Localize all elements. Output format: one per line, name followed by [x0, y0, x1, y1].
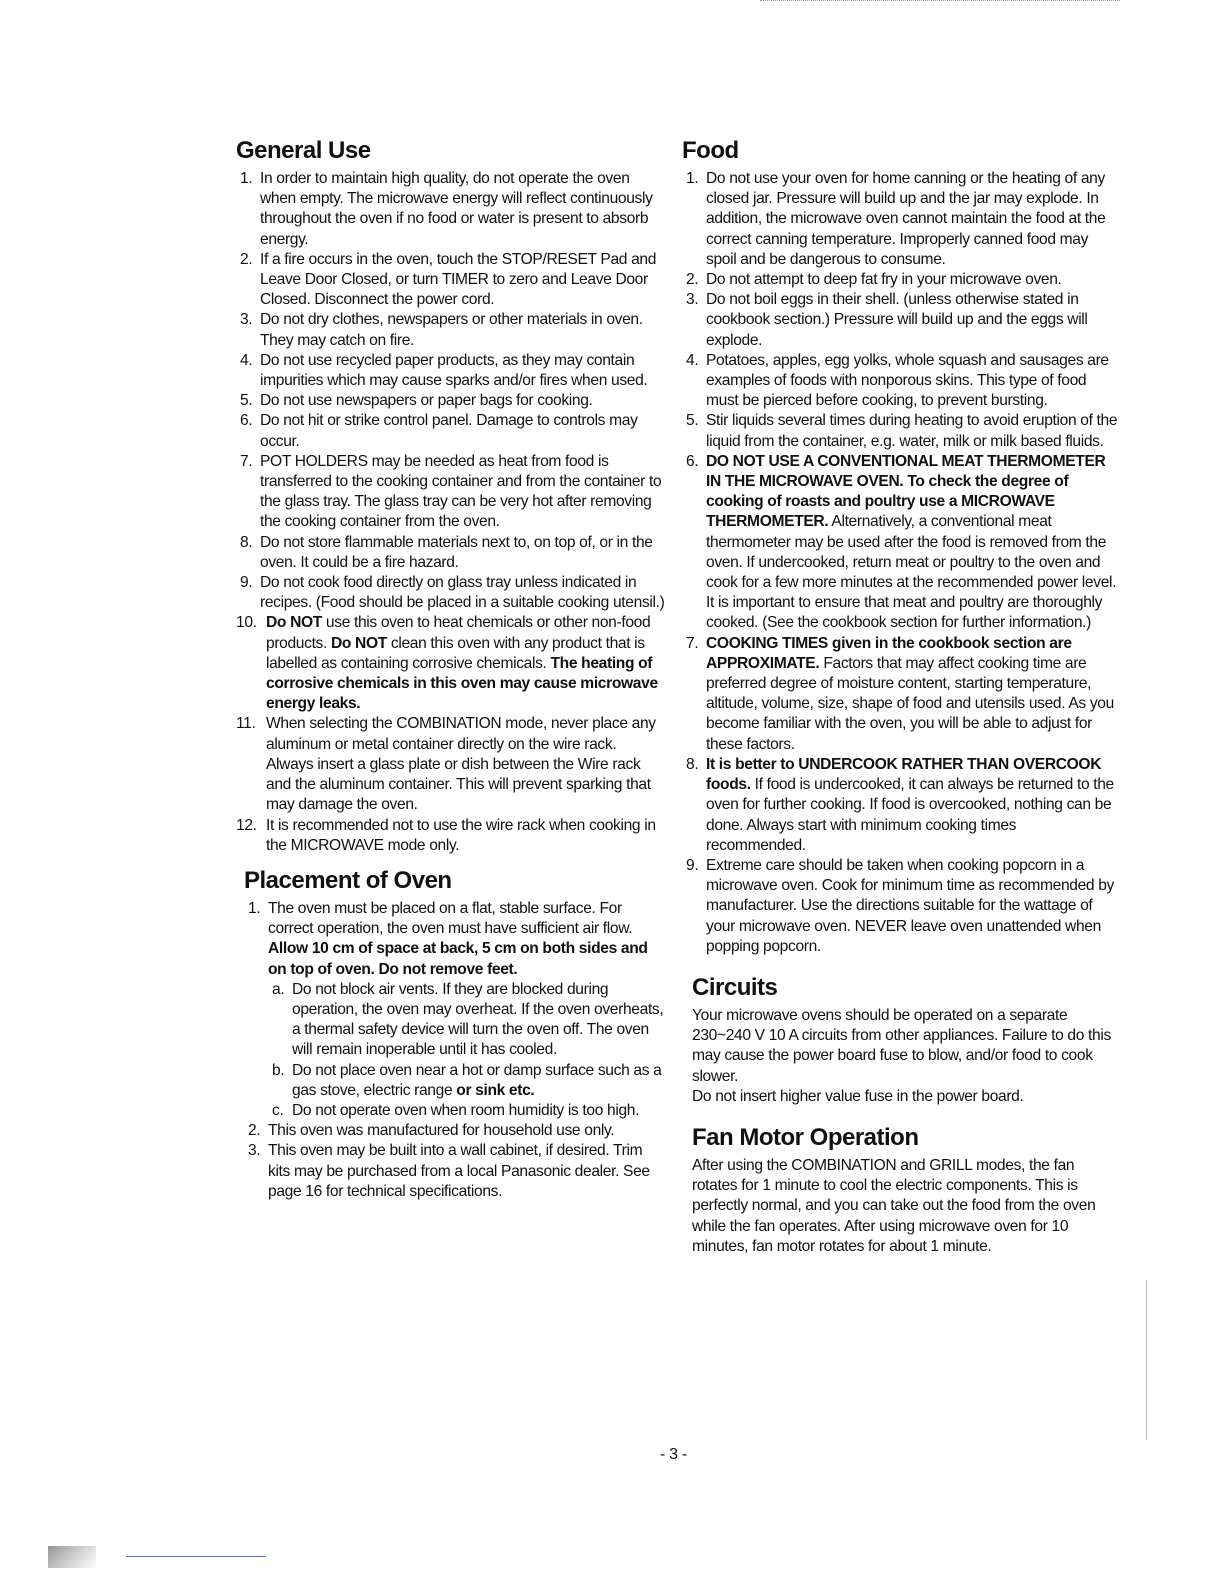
- general-use-heading: General Use: [236, 137, 371, 164]
- circuits-heading: Circuits: [692, 973, 778, 1001]
- placement-heading: Placement of Oven: [244, 866, 452, 894]
- list-item: 3. Do not dry clothes, newspapers or other materials in oven. They may catch on fire.: [240, 311, 643, 349]
- left-column: [236, 136, 666, 1202]
- placement-section: [244, 866, 666, 1202]
- list-item: 3. Do not boil eggs in their shell. (unless otherwise stated in cookbook section.) Pressure will build up and the eggs will explode.: [686, 291, 1088, 349]
- list-item: 1. In order to maintain high quality, do not operate the oven when empty. The microwave energy will reflect continuously throughout the oven if no food or water is present to absorb energy.: [240, 170, 653, 248]
- list-item: 7. POT HOLDERS may be needed as heat from food is transferred to the cooking container and from the container to the glass tray. The glass tray can be very hot after removing the cooking container from the oven.: [240, 452, 662, 531]
- scan-artifact: [48, 1546, 96, 1568]
- scan-footer-line: [126, 1556, 266, 1557]
- list-subitem: c. Do not operate oven when room humidity is too high.: [272, 1101, 640, 1119]
- food-heading: Food: [682, 137, 739, 164]
- list-item: 11. When selecting the COMBINATION mode, never place any aluminum or metal container directly on the wire rack. Always insert a glass plate or dish between the Wire rack and the aluminum container. This will prevent sparking that may damage the oven.: [236, 715, 656, 814]
- list-item: 4. Potatoes, apples, egg yolks, whole squash and sausages are examples of foods with nonporous skins. This type of food must be pierced before cooking, to prevent bursting.: [686, 351, 1109, 410]
- scan-right-edge: [1146, 1280, 1147, 1440]
- circuits-text: Your microwave ovens should be operated on a separate 230~240 V 10 A circuits from other appliances. Failure to do this may cause the power board fuse to blow, and/or food to cook slower.: [692, 1006, 1111, 1085]
- list-item: 6. Do not hit or strike control panel. Damage to controls may occur.: [240, 412, 638, 450]
- page-number: - 3 -: [660, 1446, 687, 1463]
- circuits-fuse-note: Do not insert higher value fuse in the power board.: [692, 1087, 1024, 1105]
- food-list: [682, 169, 1118, 452]
- scan-top-edge: [760, 0, 1120, 3]
- list-item: 8. It is better to UNDERCOOK RATHER THAN OVERCOOK foods. If food is undercooked, it can always be returned to the oven for further cooking. If food is overcooked, nothing can be done. Always start with minimum cooking times recommended.: [686, 755, 1114, 854]
- general-use-section: [236, 136, 666, 856]
- list-item: 4. Do not use recycled paper products, as they may contain impurities which may cause sparks and/or fires when used.: [240, 351, 648, 390]
- list-subitem: a. Do not block air vents. If they are blocked during operation, the oven may overheat. If the oven overheats, a thermal safety device will turn the oven off. The oven will remain inoperable until it has cooled.: [272, 980, 664, 1059]
- list-item: 5. Stir liquids several times during heating to avoid eruption of the liquid from the container, e.g. water, milk or milk based fluids.: [686, 412, 1118, 450]
- list-item: 9. Extreme care should be taken when cooking popcorn in a microwave oven. Cook for minimum time as recommended by manufacturer. Use the directions suitable for the wattage of your microwave oven. NEVER leave oven unattended when popping popcorn.: [686, 856, 1114, 955]
- list-item: 2. Do not attempt to deep fat fry in your microwave oven.: [686, 271, 1062, 289]
- circuits-section: [682, 973, 1118, 1107]
- list-item: 9. Do not cook food directly on glass tray unless indicated in recipes. (Food should be placed in a suitable cooking utensil.): [240, 574, 665, 612]
- list-item: 8. Do not store flammable materials next to, on top of, or in the oven. It could be a fire hazard.: [240, 533, 653, 571]
- fan-motor-section: [682, 1123, 1118, 1257]
- list-item: 2. If a fire occurs in the oven, touch the STOP/RESET Pad and Leave Door Closed, or turn TIMER to zero and Leave Door Closed. Disconnect the power cord.: [240, 250, 657, 309]
- fan-motor-text: After using the COMBINATION and GRILL modes, the fan rotates for 1 minute to cool the electric components. This is perfectly normal, and you can take out the food from the oven while the fan operates. After using microwave oven for 10 minutes, fan motor rotates for about 1 minute.: [692, 1156, 1096, 1255]
- list-subitem: b. Do not place oven near a hot or damp surface such as a gas stove, electric range or sink etc.: [272, 1061, 662, 1099]
- list-item: 7. COOKING TIMES given in the cookbook section are APPROXIMATE. Factors that may affect cooking time are preferred degree of moisture content, starting temperature, altitude, volume, size, shape of food and utensils used. As you become familiar with the oven, you will be able to adjust for these factors.: [686, 634, 1114, 753]
- list-item: 1. Do not use your oven for home canning or the heating of any closed jar. Pressure will build up and the jar may explode. In addition, the microwave oven cannot maintain the food at the correct canning temperature. Improperly canned food may spoil and be dangerous to consume.: [686, 170, 1106, 268]
- fan-motor-heading: Fan Motor Operation: [692, 1123, 919, 1151]
- food-section: [682, 136, 1118, 957]
- right-column: [682, 136, 1118, 1257]
- list-item: 1. The oven must be placed on a flat, stable surface. For correct operation, the oven must have sufficient air flow. Allow 10 cm of space at back, 5 cm on both sides and on top of oven. Do not remove feet.: [248, 899, 648, 978]
- list-item: 6. DO NOT USE A CONVENTIONAL MEAT THERMOMETER IN THE MICROWAVE OVEN. To check the degree of cooking of roasts and poultry use a MICROWAVE THERMOMETER. Alternatively, a conventional meat thermometer may be used after the food is removed from the oven. If undercooked, return meat or poultry to the oven and cook for a few more minutes at the recommended power level. It is important to ensure that meat and poultry are thoroughly cooked. (See the cookbook section for further information.): [686, 452, 1117, 632]
- list-item: 12. It is recommended not to use the wire rack when cooking in the MICROWAVE mode only.: [236, 816, 656, 854]
- list-item: 10. Do NOT use this oven to heat chemicals or other non-food products. Do NOT clean this oven with any product that is labelled as containing corrosive chemicals. The heating of corrosive chemicals in this oven may cause microwave energy leaks.: [236, 614, 658, 713]
- list-item: 3. This oven may be built into a wall cabinet, if desired. Trim kits may be purchased from a local Panasonic dealer. See page 16 for technical specifications.: [248, 1142, 650, 1200]
- list-item: 5. Do not use newspapers or paper bags for cooking.: [240, 392, 593, 410]
- general-use-list: [236, 169, 666, 613]
- list-item: 2. This oven was manufactured for household use only.: [248, 1122, 615, 1140]
